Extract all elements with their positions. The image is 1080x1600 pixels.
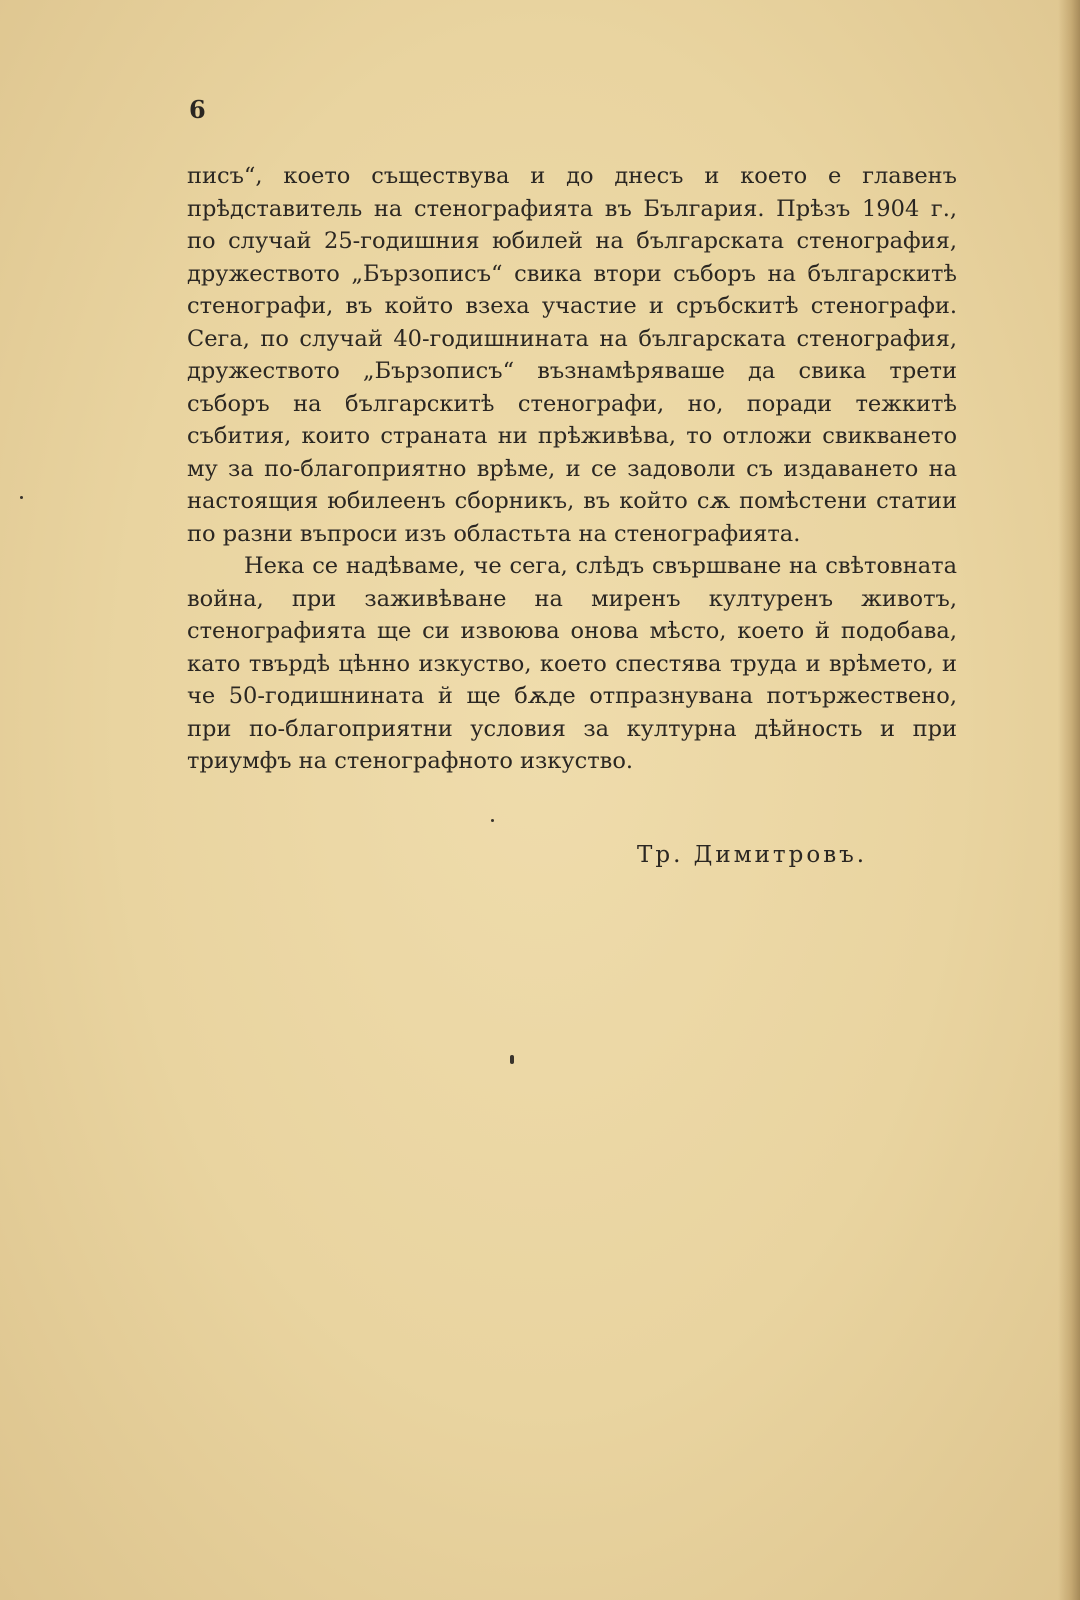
author-signature: Тр. Димитровъ. xyxy=(637,842,868,868)
page-number: 6 xyxy=(189,95,206,124)
paragraph-1: писъ“, което съществува и до днесъ и което е главенъ прѣдставитель на стенографията въ България. Прѣзъ 1904 г., по случай 25-годишния юбилей на българската стенография, дружеството „Бързописъ“ свика втори съборъ на българскитѣ стенографи, въ който взеха участие и сръбскитѣ стенографи. Сега, по случай 40-годишнината на българската стенография, дружеството „Бързописъ“ възнамѣряваше да свика трети съборъ на българскитѣ стенографи, но, поради тежкитѣ събития, които страната ни прѣживѣва, то отложи свикването му за по-благоприятно врѣме, и се задоволи съ издаването на настоящия юбилеенъ сборникъ, въ който сѫ помѣстени статии по разни въпроси изъ областьта на стенографията. xyxy=(187,163,957,547)
body-text xyxy=(187,160,957,778)
ink-speck xyxy=(20,496,23,499)
paragraph-2: Нека се надѣваме, че сега, слѣдъ свършване на свѣтовната война, при заживѣване на миренъ културенъ животъ, стенографията ще си извоюва онова мѣсто, което й подобава, като твърдѣ цѣнно изкуство, което спестява труда и врѣмето, и че 50-годишнината й ще бѫде отпразнувана потържествено, при по-благоприятни условия за културна дѣйность и при триумфъ на стенографното изкуство. xyxy=(187,553,957,774)
ink-speck xyxy=(491,819,494,822)
page-edge-shadow xyxy=(1058,0,1080,1600)
ink-speck xyxy=(510,1055,514,1064)
